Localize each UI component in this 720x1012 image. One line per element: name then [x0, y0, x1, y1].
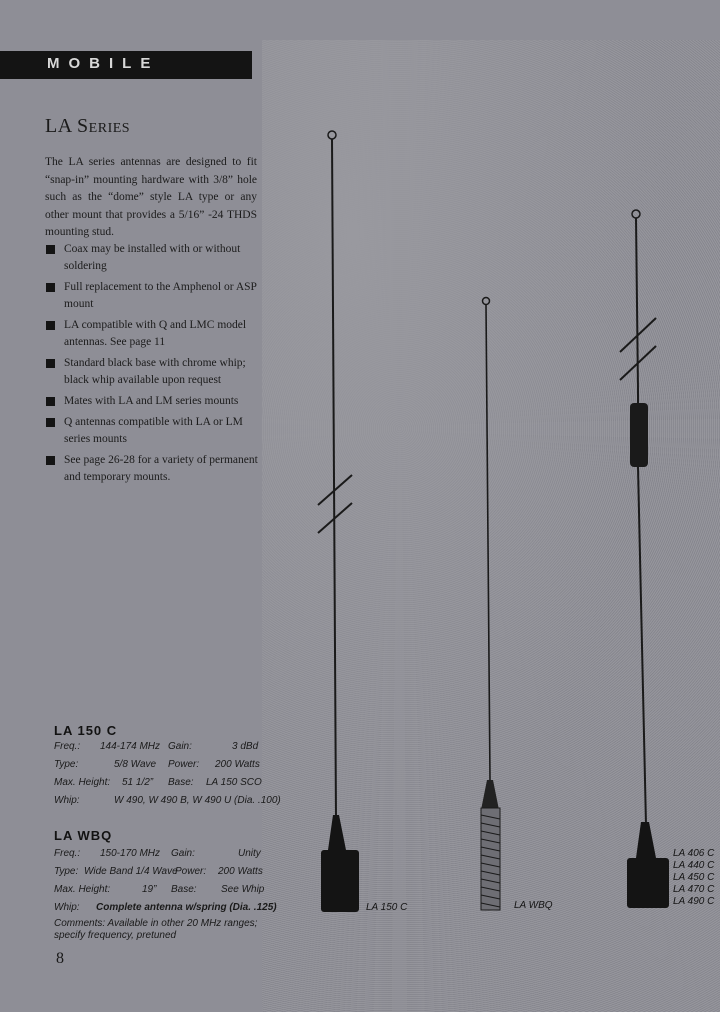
- feature-item: Standard black base with chrome whip; black whip available upon request: [45, 355, 259, 389]
- feature-item: LA compatible with Q and LMC model antennas. See page 11: [45, 317, 259, 351]
- spec-value: 150-170 MHz: [100, 848, 161, 859]
- antenna-model-label: LA 490 C: [673, 896, 715, 907]
- antenna-model-label: LA 450 C: [673, 872, 715, 883]
- spec-label: Type:: [54, 866, 79, 877]
- spec-value: 3 dBd: [232, 741, 259, 752]
- spec-label: Gain:: [168, 741, 192, 752]
- feature-item: Full replacement to the Amphenol or ASP mount: [45, 279, 259, 313]
- page-number: 8: [56, 950, 64, 967]
- spec-label: Max. Height:: [54, 884, 111, 895]
- spec-value: 5/8 Wave: [114, 759, 157, 770]
- series-title: LA Series: [45, 115, 131, 137]
- spec-value: W 490, W 490 B, W 490 U (Dia. .100): [114, 795, 281, 806]
- lawbq-comments: Comments: Available in other 20 MHz ranges; specify frequency, pretuned: [54, 918, 258, 941]
- feature-item: See page 26-28 for a variety of permanent and temporary mounts.: [45, 452, 259, 486]
- spec-value: Complete antenna w/spring (Dia. .125): [96, 902, 277, 913]
- section-header: MOBILE: [47, 55, 160, 72]
- spec-label: Type:: [54, 759, 79, 770]
- lawbq-title: LA WBQ: [54, 828, 113, 843]
- spec-value: Wide Band 1/4 Wave: [84, 866, 178, 877]
- feature-item: Mates with LA and LM series mounts: [45, 393, 259, 410]
- spec-value: Unity: [238, 848, 261, 859]
- spec-label: Power:: [168, 759, 200, 770]
- antenna-label-list: [673, 848, 714, 908]
- spec-value: See Whip: [221, 884, 265, 895]
- antenna-label-lawbq: LA WBQ: [514, 900, 553, 911]
- feature-item: Q antennas compatible with LA or LM series mounts: [45, 414, 259, 448]
- antenna-model-label: LA 470 C: [673, 884, 715, 895]
- spec-value: LA 150 SCO: [206, 777, 262, 788]
- spec-label: Max. Height:: [54, 777, 111, 788]
- antenna-label-la150c: LA 150 C: [366, 902, 408, 913]
- spec-value: 200 Watts: [215, 759, 260, 770]
- spec-value: 19”: [142, 884, 157, 895]
- spec-label: Whip:: [54, 902, 80, 913]
- spec-label: Power:: [175, 866, 207, 877]
- spec-label: Base:: [168, 777, 194, 788]
- spec-label: Freq.:: [54, 741, 81, 752]
- spec-label: Gain:: [171, 848, 195, 859]
- series-intro: The LA series antennas are designed to fit “snap-in” mounting hardware with 3/8” hole such as the “dome” style LA type or any other mount that provides a 5/16” -24 THDS mounting stud.: [45, 156, 257, 238]
- spec-label: Freq.:: [54, 848, 81, 859]
- spec-value: 144-174 MHz: [100, 741, 161, 752]
- feature-item: Coax may be installed with or without soldering: [45, 241, 259, 275]
- la150c-antenna-illustration: [318, 131, 359, 912]
- lawbq-antenna-illustration: [481, 298, 500, 911]
- spec-label: Base:: [171, 884, 197, 895]
- spec-value: 51 1/2”: [122, 777, 154, 788]
- spec-value: 200 Watts: [218, 866, 263, 877]
- antenna-model-label: LA 406 C: [673, 848, 715, 859]
- antenna-model-label: LA 440 C: [673, 860, 715, 871]
- la150c-title: LA 150 C: [54, 723, 118, 738]
- spec-label: Whip:: [54, 795, 80, 806]
- la4xx-antenna-illustration: [620, 210, 669, 908]
